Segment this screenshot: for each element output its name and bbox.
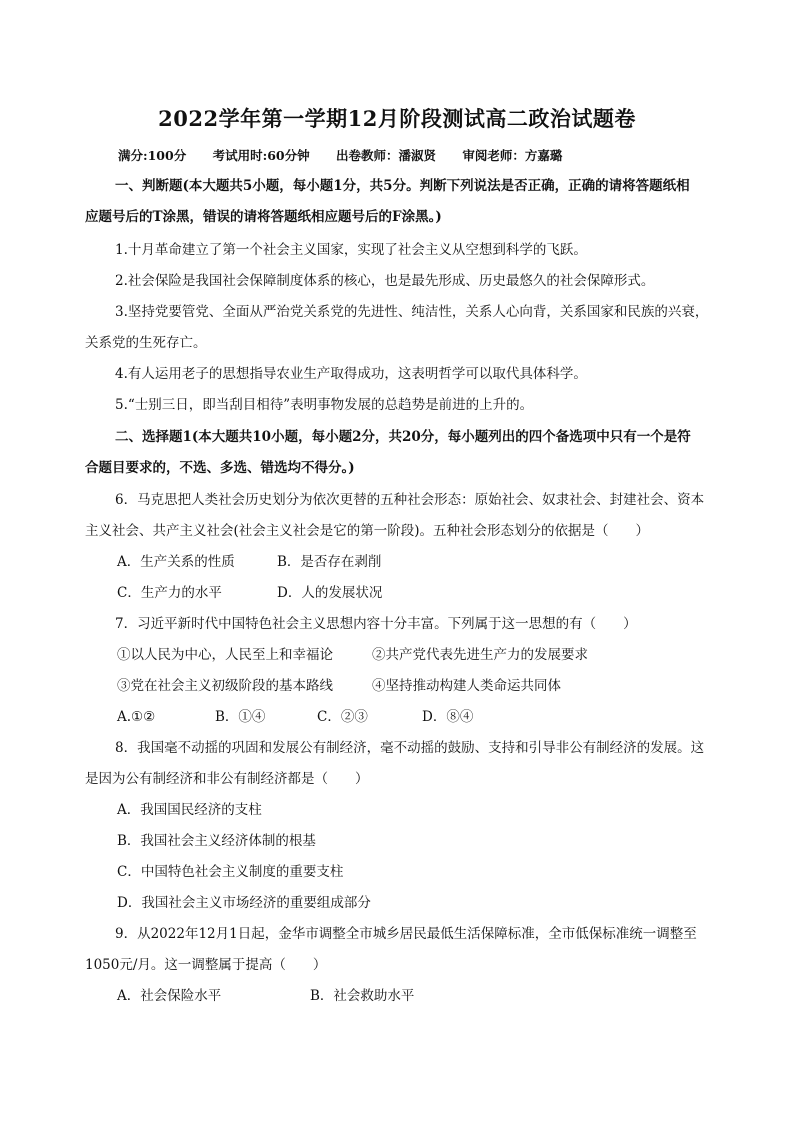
q7-option-c: C．②③ <box>317 709 368 725</box>
question-3-cont: 关系党的生死存亡。 <box>85 335 207 351</box>
full-score: 满分:100分 <box>118 148 187 163</box>
exam-meta <box>118 146 584 164</box>
section2-heading: 二、选择题1(本大题共10小题，每小题2分，共20分，每小题列出的四个备选项中只有一个是符 <box>115 429 691 445</box>
question-8: 8．我国毫不动摇的巩固和发展公有制经济，毫不动摇的鼓励、支持和引导非公有制经济的发展。这 <box>115 740 705 756</box>
exam-time: 考试用时:60分钟 <box>212 148 310 163</box>
q7-option-b: B．①④ <box>215 709 266 725</box>
q6-option-c: C．生产力的水平 <box>117 585 222 601</box>
q8-option-a: A．我国国民经济的支柱 <box>117 802 262 818</box>
q7-statement-2: ②共产党代表先进生产力的发展要求 <box>372 647 588 663</box>
question-5: 5.“士别三日，即当刮目相待”表明事物发展的总趋势是前进的上升的。 <box>115 397 534 413</box>
question-6: 6．马克思把人类社会历史划分为依次更替的五种社会形态：原始社会、奴隶社会、封建社会、资本 <box>115 492 705 508</box>
question-9: 9．从2022年12月1日起，金华市调整全市城乡居民最低生活保障标准，全市低保标准统一调整至 <box>115 926 697 942</box>
question-9-cont: 1050元/月。这一调整属于提高（ ） <box>85 957 327 973</box>
q9-option-a: A．社会保险水平 <box>117 988 222 1004</box>
q7-statement-1: ①以人民为中心，人民至上和幸福论 <box>117 647 333 663</box>
question-3: 3.坚持党要管党、全面从严治党关系党的先进性、纯洁性，关系人心向背，关系国家和民族的兴衰， <box>115 304 709 320</box>
page-title: 2022学年第一学期12月阶段测试高二政治试题卷 <box>158 106 636 131</box>
question-8-cont: 是因为公有制经济和非公有制经济都是（ ） <box>85 771 369 787</box>
q7-statement-4: ④坚持推动构建人类命运共同体 <box>372 678 561 694</box>
q7-option-d: D．⑧④ <box>422 709 474 725</box>
section1-heading: 一、判断题(本大题共5小题，每小题1分，共5分。判断下列说法是否正确，正确的请将答题纸相 <box>115 178 690 194</box>
q8-option-c: C．中国特色社会主义制度的重要支柱 <box>117 864 344 880</box>
q8-option-b: B．我国社会主义经济体制的根基 <box>117 833 316 849</box>
q6-option-d: D．人的发展状况 <box>277 585 383 601</box>
exam-author: 出卷教师：潘淑贤 <box>335 148 436 163</box>
question-7: 7．习近平新时代中国特色社会主义思想内容十分丰富。下列属于这一思想的有（ ） <box>115 616 637 632</box>
question-4: 4.有人运用老子的思想指导农业生产取得成功，这表明哲学可以取代具体科学。 <box>115 366 587 382</box>
q8-option-d: D．我国社会主义市场经济的重要组成部分 <box>117 895 371 911</box>
question-6-cont: 主义社会、共产主义社会(社会主义社会是它的第一阶段)。五种社会形态划分的依据是（ ） <box>85 523 650 539</box>
q6-option-a: A．生产关系的性质 <box>117 554 235 570</box>
exam-reviewer: 审阅老师：方嘉璐 <box>462 148 563 163</box>
question-2: 2.社会保险是我国社会保障制度体系的核心，也是最先形成、历史最悠久的社会保障形式。 <box>115 273 655 289</box>
q7-option-a: A.①② <box>117 709 156 725</box>
section2-heading-cont: 合题目要求的，不选、多选、错选均不得分。) <box>85 460 355 476</box>
q9-option-b: B．社会救助水平 <box>310 988 415 1004</box>
section1-heading-cont: 应题号后的T涂黑，错误的请将答题纸相应题号后的F涂黑。) <box>85 209 442 225</box>
question-1: 1.十月革命建立了第一个社会主义国家，实现了社会主义从空想到科学的飞跃。 <box>115 242 587 258</box>
q7-statement-3: ③党在社会主义初级阶段的基本路线 <box>117 678 333 694</box>
q6-option-b: B．是否存在剥削 <box>277 554 382 570</box>
